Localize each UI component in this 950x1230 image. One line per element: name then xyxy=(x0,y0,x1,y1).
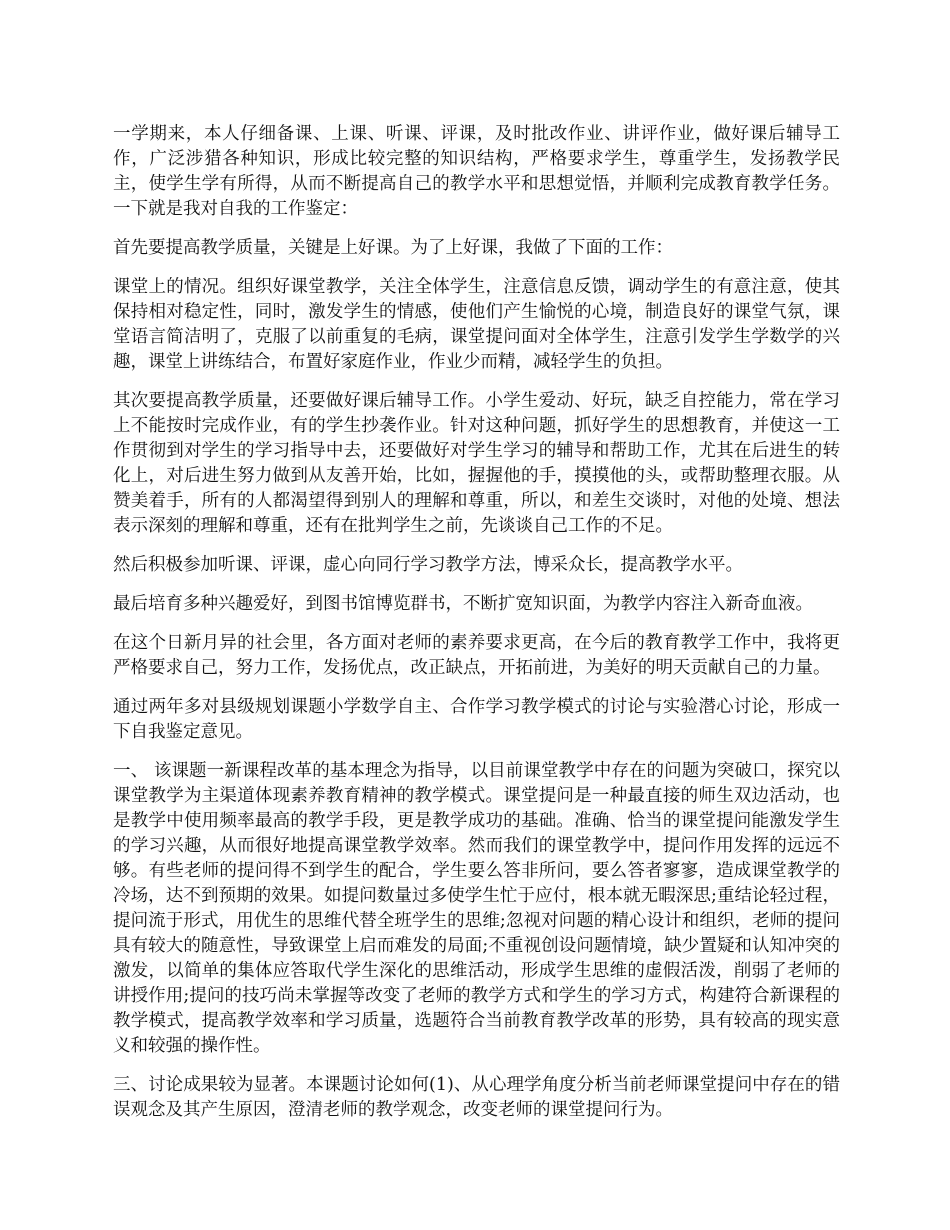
paragraph-outlook: 在这个日新月异的社会里，各方面对老师的素养要求更高，在今后的教育教学工作中，我将更严格要求自己，努力工作，发扬优点，改正缺点，开拓前进，为美好的明天贡献自己的力量。 xyxy=(113,633,840,678)
paragraph-observation: 然后积极参加听课、评课，虚心向同行学习教学方法，博采众长，提高教学水平。 xyxy=(113,555,743,575)
paragraph-tutoring: 其次要提高教学质量，还要做好课后辅导工作。小学生爱动、好玩，缺乏自控能力，常在学习上不能按时完成作业，有的学生抄袭作业。针对这种问题，抓好学生的思想教育，并使这一工作贯彻到对学生的学习指导中去，还要做好对学生学习的辅导和帮助工作，尤其在后进生的转化上，对后进生努力做到从友善开始，比如，握握他的手，摸摸他的头，或帮助整理衣服。从赞美着手，所有的人都渴望得到别人的理解和尊重，所以，和差生交谈时，对他的处境、想法表示深刻的理解和尊重，还有在批判学生之前，先谈谈自己工作的不足。 xyxy=(113,391,840,536)
document-body xyxy=(113,122,840,1137)
paragraph-section-one: 一、 该课题一新课程改革的基本理念为指导，以目前课堂教学中存在的问题为突破口，探究以课堂教学为主渠道体现素养教育精神的教学模式。课堂提问是一种最直接的师生双边活动，也是教学中使用频率最高的教学手段，更是教学成功的基础。准确、恰当的课堂提问能激发学生的学习兴趣，从而很好地提高课堂教学效率。然而我们的课堂教学中，提问作用发挥的远远不够。有些老师的提问得不到学生的配合，学生要么答非所问，要么答者寥寥，造成课堂教学的冷场，达不到预期的效果。如提问数量过多使学生忙于应付，根本就无暇深思;重结论轻过程，提问流于形式，用优生的思维代替全班学生的思维;忽视对问题的精心设计和组织，老师的提问具有较大的随意性，导致课堂上启而难发的局面;不重视创设问题情境，缺少置疑和认知冲突的激发，以简单的集体应答取代学生深化的思维活动，形成学生思维的虚假活泼，削弱了老师的讲授作用;提问的技巧尚未掌握等改变了老师的教学方式和学生的学习方式，构建符合新课程的教学模式，提高教学效率和学习质量，选题符合当前教育教学改革的形势，具有较高的现实意义和较强的操作性。 xyxy=(113,761,840,1056)
paragraph-classroom: 课堂上的情况。组织好课堂教学，关注全体学生，注意信息反馈，调动学生的有意注意，使其保持相对稳定性，同时，激发学生的情感，使他们产生愉悦的心境，制造良好的课堂气氛，课堂语言简洁明了，克服了以前重复的毛病，课堂提问面对全体学生，注意引发学生学数学的兴趣，课堂上讲练结合，布置好家庭作业，作业少而精，减轻学生的负担。 xyxy=(113,277,840,372)
paragraph-section-three: 三、讨论成果较为显著。本课题讨论如何(1)、从心理学角度分析当前老师课堂提问中存在的错误观念及其产生原因，澄清老师的教学观念，改变老师的课堂提问行为。 xyxy=(113,1075,840,1120)
paragraph-research-intro: 通过两年多对县级规划课题小学数学自主、合作学习教学模式的讨论与实验潜心讨论，形成一下自我鉴定意见。 xyxy=(113,697,840,742)
paragraph-first: 首先要提高教学质量，关键是上好课。为了上好课，我做了下面的工作： xyxy=(113,238,673,258)
paragraph-interests: 最后培育多种兴趣爱好，到图书馆博览群书，不断扩宽知识面，为教学内容注入新奇血液。 xyxy=(113,594,813,614)
paragraph-intro: 一学期来，本人仔细备课、上课、听课、评课，及时批改作业、讲评作业，做好课后辅导工作，广泛涉猎各种知识，形成比较完整的知识结构，严格要求学生，尊重学生，发扬教学民主，使学生学有所得，从而不断提高自己的教学水平和思想觉悟，并顺利完成教育教学任务。一下就是我对自我的工作鉴定： xyxy=(113,124,840,219)
